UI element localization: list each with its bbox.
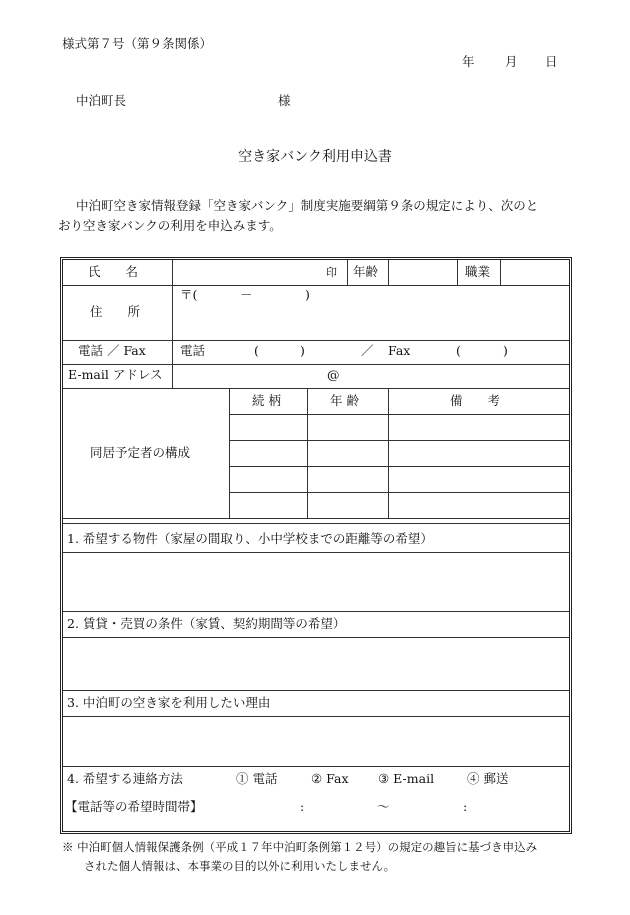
fax-label: Fax — [388, 343, 411, 358]
date-day-label: 日 — [545, 54, 558, 69]
postal-suffix: ) — [305, 287, 310, 302]
contact-option-phone: ① 電話 — [236, 771, 278, 786]
age-label: 年齢 — [353, 264, 379, 279]
footnote-line-2: された個人情報は、本事業の目的以外に利用いたしません。 — [84, 859, 396, 873]
phone-fax-slash: ／ — [361, 343, 374, 358]
household-label: 同居予定者の構成 — [90, 445, 191, 460]
household-col-age: 年 齢 — [330, 393, 359, 408]
column-rule — [347, 260, 348, 285]
column-rule — [307, 388, 308, 518]
seal-mark: 印 — [326, 266, 337, 279]
divider — [62, 388, 570, 389]
column-rule — [500, 260, 501, 285]
time-start-colon: : — [300, 799, 305, 814]
intro-line-1: 中泊町空き家情報登録「空き家バンク」制度実施要綱第９条の規定により、次のと — [76, 198, 539, 213]
phone-close-paren: ) — [300, 343, 305, 358]
occupation-label: 職業 — [465, 264, 491, 279]
footnote-line-1: ※ 中泊町個人情報保護条例（平成１７年中泊町条例第１２号）の規定の趣旨に基づき申込み — [62, 840, 538, 854]
household-col-remarks: 備 考 — [450, 393, 501, 408]
form-number: 様式第７号（第９条関係） — [62, 36, 213, 51]
fax-close-paren: ) — [503, 343, 508, 358]
q2-rental-sale-conditions: 2. 賃貸・売買の条件（家賃、契約期間等の希望） — [67, 616, 346, 631]
household-col-relationship: 続 柄 — [252, 393, 281, 408]
contact-option-mail: ④ 郵送 — [467, 771, 509, 786]
divider — [229, 466, 570, 467]
q1-desired-property: 1. 希望する物件（家屋の間取り、小中学校までの距離等の希望） — [67, 531, 433, 546]
date-year-label: 年 — [462, 54, 475, 69]
divider — [62, 716, 570, 717]
divider — [229, 414, 570, 415]
time-range-tilde: 〜 — [377, 799, 390, 814]
divider — [62, 766, 570, 767]
q4-contact-method: 4. 希望する連絡方法 — [67, 771, 183, 786]
column-rule — [172, 260, 173, 388]
divider — [62, 637, 570, 638]
contact-option-fax: ② Fax — [311, 771, 349, 786]
document-title: 空き家バンク利用申込書 — [238, 149, 392, 165]
phone-open-paren: ( — [254, 343, 259, 358]
intro-paragraph — [58, 196, 592, 236]
postal-dash: － — [240, 287, 253, 302]
divider — [62, 523, 570, 524]
date-month-label: 月 — [505, 54, 518, 69]
phone-fax-label: 電話 ／ Fax — [78, 343, 146, 358]
divider — [62, 518, 570, 519]
divider — [62, 611, 570, 612]
divider — [62, 340, 570, 341]
column-rule — [388, 260, 389, 285]
column-rule — [229, 388, 230, 518]
column-rule — [388, 388, 389, 518]
divider — [229, 492, 570, 493]
divider — [62, 690, 570, 691]
email-label: E-mail アドレス — [68, 367, 163, 382]
intro-line-2: おり空き家バンクの利用を申込みます。 — [58, 218, 282, 233]
q3-reason: 3. 中泊町の空き家を利用したい理由 — [67, 695, 271, 710]
phone-label: 電話 — [180, 343, 206, 358]
column-rule — [457, 260, 458, 285]
divider — [62, 285, 570, 286]
name-label: 氏 名 — [88, 264, 139, 279]
preferred-time-label: 【電話等の希望時間帯】 — [65, 799, 203, 814]
contact-option-email: ③ E-mail — [378, 771, 435, 786]
addressee: 中泊町長 — [76, 93, 127, 108]
address-label: 住 所 — [90, 304, 141, 319]
divider — [62, 364, 570, 365]
fax-open-paren: ( — [456, 343, 461, 358]
email-at-mark: @ — [327, 367, 340, 382]
privacy-footnote — [62, 838, 582, 876]
addressee-honorific: 様 — [278, 93, 291, 108]
divider — [229, 440, 570, 441]
divider — [62, 552, 570, 553]
time-end-colon: : — [463, 799, 468, 814]
postal-prefix: 〒( — [180, 287, 198, 302]
